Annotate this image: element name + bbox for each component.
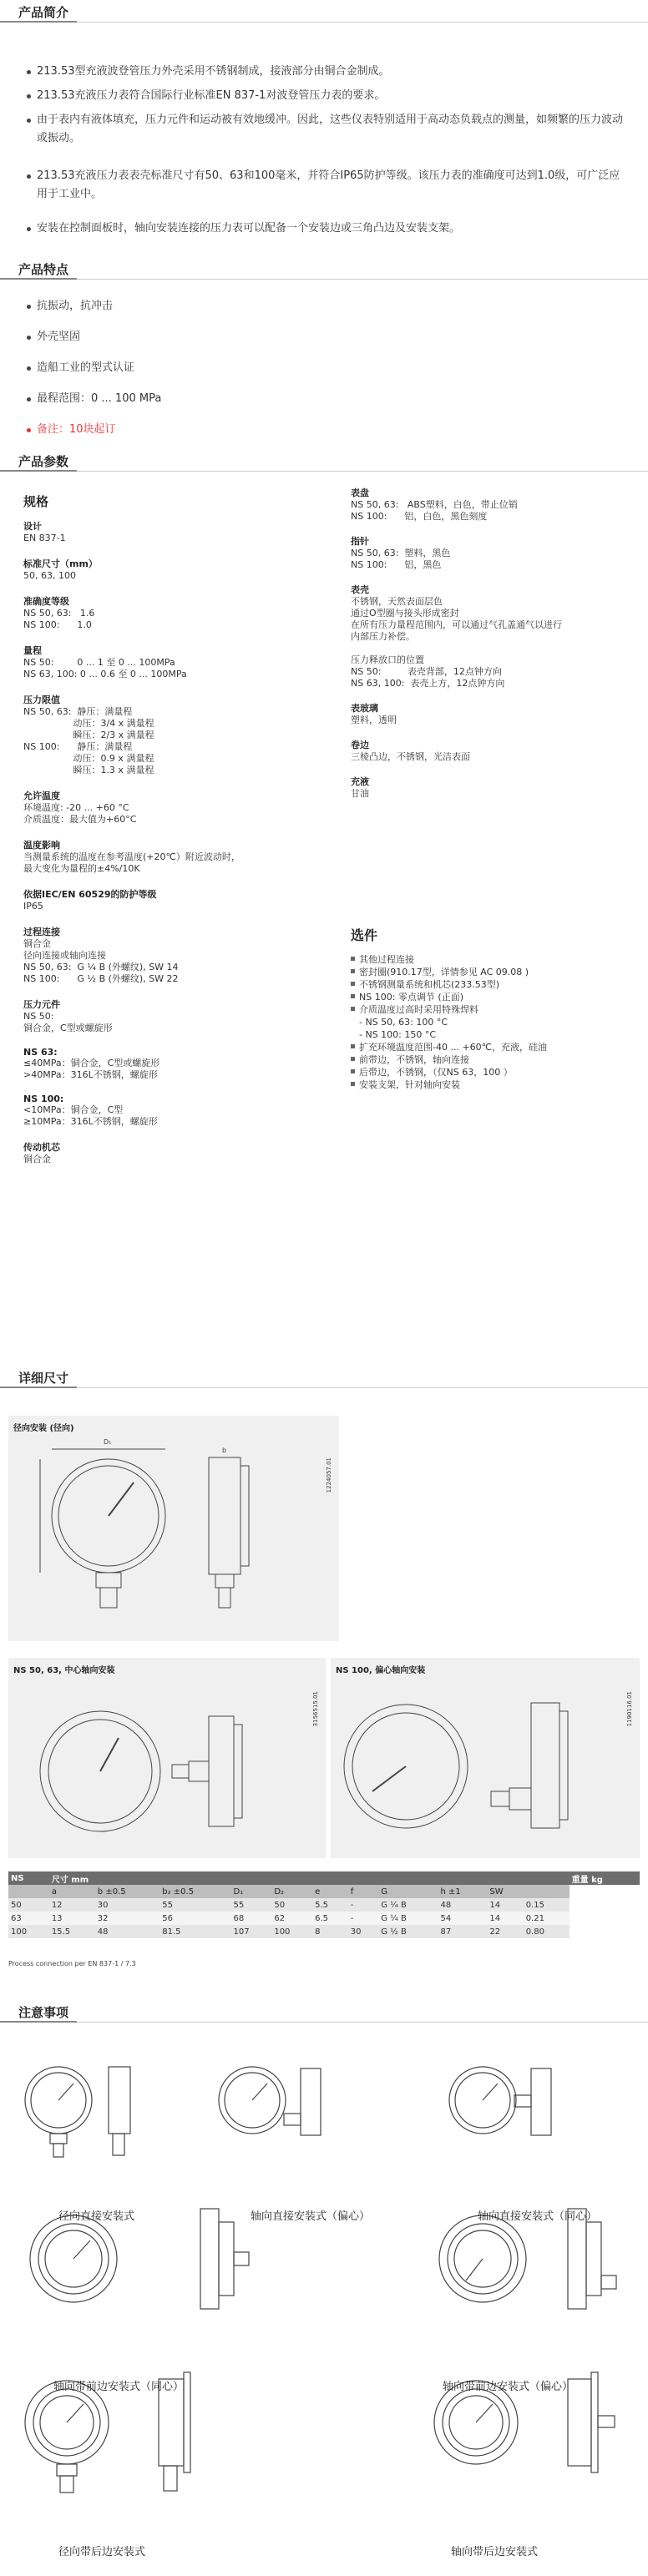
table-cell: - <box>350 1913 354 1923</box>
svg-text:D₁: D₁ <box>104 1438 112 1446</box>
table-footnote: Process connection per EN 837-1 / 7.3 <box>8 1960 136 1967</box>
spec-group <box>23 925 341 985</box>
notes-title: 注意事项 <box>18 2005 69 2020</box>
options-title: 选件 <box>351 927 378 943</box>
spec-group <box>23 887 341 912</box>
spec-value: 当测量系统的温度在参考温度(+20℃）附近波动时， <box>23 851 240 862</box>
spec-value: NS 100: 1.0 <box>23 619 92 630</box>
spec-value: NS 50: 0 ... 1 至 0 ... 100MPa <box>23 657 175 668</box>
option-item: 不锈钢测量系统和机芯(233.53型) <box>351 978 635 991</box>
center-axial-figure <box>8 1658 326 1858</box>
spec-group <box>23 1140 341 1165</box>
mounting-drawings <box>0 2033 648 2576</box>
mount-caption: 轴向带前边安装式（同心） <box>53 2381 185 2393</box>
spec-value: 50, 63, 100 <box>23 570 76 581</box>
spec-heading: 标准尺寸（mm） <box>23 558 98 569</box>
table-cell: 107 <box>233 1927 250 1937</box>
option-item: 扩充环境温度范围-40 ... +60℃，充液，硅油 <box>351 1041 635 1053</box>
table-subheader-cell: SW <box>489 1887 504 1897</box>
figure-label: 径向安装 (径向) <box>13 1424 74 1433</box>
svg-text:b: b <box>222 1447 227 1454</box>
spec-group <box>23 1047 341 1081</box>
feature-item: 抗振动，抗冲击 <box>27 297 628 316</box>
spec-value: 三棱凸边，不锈钢，光洁表面 <box>351 751 470 762</box>
spec-title: 规格 <box>23 494 49 509</box>
table-subheader-cell: h ±1 <box>440 1887 461 1897</box>
table-cell: 50 <box>11 1900 22 1910</box>
spec-heading: 压力元件 <box>23 999 60 1010</box>
table-cell: 14 <box>489 1900 501 1910</box>
notes-section <box>0 2000 648 2023</box>
spec-heading: 传动机芯 <box>23 1142 60 1153</box>
spec-value: 径向连接或轴向连接 <box>23 950 106 961</box>
spec-group <box>351 701 635 726</box>
spec-heading: 依据IEC/EN 60529的防护等级 <box>23 889 157 900</box>
table-cell: 0.80 <box>525 1927 544 1937</box>
spec-value <box>351 643 635 654</box>
table-cell: 30 <box>97 1900 109 1910</box>
spec-value: NS 100: G ½ B (外螺纹), SW 22 <box>23 973 179 984</box>
feature-item: 最程范围：0 ... 100 MPa <box>27 390 628 408</box>
radial-mount-figure <box>8 1416 339 1641</box>
table-cell: 12 <box>51 1900 63 1910</box>
spec-heading: 准确度等级 <box>23 596 69 607</box>
option-item: - NS 50, 63: 100 °C <box>359 1017 448 1028</box>
table-cell: 48 <box>97 1927 109 1937</box>
intro-bullet: 213.53充液压力表符合国际行业标准EN 837-1对波登管压力表的要求。 <box>27 87 628 105</box>
table-cell: 0.21 <box>525 1913 544 1923</box>
spec-value: NS 63, 100: 表壳上方，12点钟方向 <box>351 678 505 689</box>
spec-value: NS 63, 100: 0 ... 0.6 至 0 ... 100MPa <box>23 669 187 679</box>
spec-value: NS 100: 静压：满量程 <box>23 741 133 752</box>
dims-section <box>0 1366 648 1388</box>
spec-group <box>23 789 341 826</box>
spec-value: 不锈钢，天然表面层色 <box>351 596 443 607</box>
spec-heading: 指针 <box>351 536 369 547</box>
table-cell: 15.5 <box>51 1927 71 1937</box>
table-cell: G ¼ B <box>381 1913 407 1923</box>
table-cell: 62 <box>274 1913 286 1923</box>
mount-caption: 径向带后边安装式 <box>58 2546 146 2558</box>
spec-value: NS 100: 铝，白色，黑色刻度 <box>351 511 488 522</box>
option-item: 密封圈(910.17型，详情参见 AC 09.08 ) <box>351 966 635 978</box>
spec-heading: 卷边 <box>351 740 369 750</box>
spec-group <box>351 775 635 800</box>
spec-right-column <box>351 486 635 811</box>
table-cell: 54 <box>440 1913 452 1923</box>
option-item: 后带边，不锈钢，（仅NS 63，100 ） <box>351 1066 635 1078</box>
spec-value: >40MPa：316L不锈钢，螺旋形 <box>23 1069 158 1080</box>
spec-value: 环境温度: -20 ... +60 °C <box>23 802 129 813</box>
gauge-drawing-eccentric <box>331 1658 640 1858</box>
table-cell: 55 <box>233 1900 245 1910</box>
mount-caption: 轴向直接安装式（偏心） <box>251 2210 371 2223</box>
dims-title: 详细尺寸 <box>18 1371 69 1386</box>
spec-value: NS 50, 63: 塑料，黑色 <box>351 548 451 558</box>
spec-group <box>23 998 341 1034</box>
drawing-code: 1224057.01 <box>326 1457 332 1493</box>
drawing-code: 1190116.01 <box>626 1691 633 1727</box>
table-subheader-cell: f <box>350 1887 354 1897</box>
table-row <box>8 1912 640 1925</box>
spec-group <box>351 534 635 571</box>
table-cell: 81.5 <box>162 1927 181 1937</box>
spec-value: 铜合金，C型或螺旋形 <box>23 1023 113 1033</box>
option-item: 介质温度过高时采用特殊焊料 <box>351 1003 635 1016</box>
spec-value: IP65 <box>23 901 43 912</box>
spec-heading: 表玻璃 <box>351 703 378 714</box>
spec-value: 瞬压：2/3 x 满量程 <box>23 730 154 740</box>
dimension-table <box>8 1871 640 1938</box>
intro-header <box>0 0 648 23</box>
spec-value: 通过O型圈与接头形成密封 <box>351 608 459 619</box>
table-cell: 0.15 <box>525 1900 544 1910</box>
spec-group <box>351 486 635 523</box>
table-header: 尺寸 mm <box>51 1875 89 1885</box>
table-cell: 6.5 <box>315 1913 329 1923</box>
options-list <box>351 953 635 1091</box>
table-subheader-cell: b ±0.5 <box>97 1887 126 1897</box>
spec-value: ≥10MPa：316L不锈钢，螺旋形 <box>23 1116 158 1127</box>
feature-item: 外壳坚固 <box>27 328 628 346</box>
spec-value: 介质温度：最大值为+60°C <box>23 814 137 825</box>
table-subheader-cell: e <box>315 1887 321 1897</box>
mount-caption: 轴向带前边安装式（偏心） <box>443 2381 574 2393</box>
table-cell: 14 <box>489 1913 501 1923</box>
spec-value: NS 50, 63: 静压：满量程 <box>23 706 133 717</box>
mount-caption: 轴向直接安装式（同心） <box>478 2210 598 2223</box>
table-row <box>8 1898 640 1912</box>
table-subheader <box>8 1885 640 1898</box>
spec-value: NS 50: 表壳背部，12点钟方向 <box>351 666 502 677</box>
spec-value: NS 50: <box>23 1011 54 1022</box>
table-cell: 22 <box>489 1927 501 1937</box>
spec-value: <10MPa：铜合金，C型 <box>23 1104 124 1115</box>
spec-value: 甘油 <box>351 788 369 799</box>
spec-heading: 允许温度 <box>23 790 60 801</box>
drawing-code: 3156515.01 <box>312 1691 319 1727</box>
table-row <box>8 1925 640 1938</box>
spec-value: NS 50, 63: G ¼ B (外螺纹), SW 14 <box>23 962 179 972</box>
spec-group <box>23 557 341 582</box>
spec-value: 瞬压：1.3 x 满量程 <box>23 765 154 775</box>
intro-section <box>0 0 648 23</box>
table-subheader-cell: a <box>51 1887 57 1897</box>
feature-note: 备注：10块起订 <box>27 421 628 439</box>
feature-item: 造船工业的型式认证 <box>27 359 628 377</box>
spec-value: 在所有压力量程范围内，可以通过气孔盖通气以进行 <box>351 619 562 630</box>
spec-value: 最大变化为量程的±4%/10K <box>23 863 140 874</box>
spec-value: 压力释放口的位置 <box>351 654 424 665</box>
option-item: 安装支架，针对轴向安装 <box>351 1078 635 1091</box>
eccentric-axial-figure <box>331 1658 640 1858</box>
table-header: NS <box>11 1873 24 1883</box>
spec-heading: 温度影响 <box>23 840 60 851</box>
spec-value: EN 837-1 <box>23 533 66 543</box>
spec-value: NS 100: 铝，黑色 <box>351 559 442 570</box>
spec-heading: 表盘 <box>351 487 369 498</box>
option-item: 前带边，不锈钢，轴向连接 <box>351 1053 635 1066</box>
table-cell: 5.5 <box>315 1900 329 1910</box>
option-item: 其他过程连接 <box>351 953 635 966</box>
gauge-drawing-center <box>8 1658 326 1858</box>
spec-group <box>23 519 341 544</box>
table-cell: 63 <box>11 1913 22 1923</box>
table-subheader-cell: G <box>381 1887 387 1897</box>
spec-heading: 表壳 <box>351 584 369 595</box>
option-item: NS 100: 零点调节 (正面) <box>351 991 635 1003</box>
figure-label: NS 100, 偏心轴向安装 <box>336 1666 426 1675</box>
features-title: 产品特点 <box>18 262 69 277</box>
spec-heading: 压力限值 <box>23 695 60 705</box>
spec-value: NS 50, 63: ABS塑料，白色，带止位销 <box>351 499 518 510</box>
spec-group <box>351 583 635 689</box>
table-cell: 8 <box>315 1927 321 1937</box>
intro-title: 产品简介 <box>18 5 69 20</box>
spec-group <box>23 594 341 631</box>
table-cell: G ½ B <box>381 1927 407 1937</box>
table-cell: 32 <box>97 1913 109 1923</box>
spec-group <box>351 738 635 763</box>
features-section <box>0 257 648 280</box>
spec-group <box>23 693 341 776</box>
spec-heading: 量程 <box>23 645 42 656</box>
spec-value: NS 50, 63: 1.6 <box>23 608 95 619</box>
table-cell: 48 <box>440 1900 452 1910</box>
table-cell: 100 <box>274 1927 291 1937</box>
table-cell: 87 <box>440 1927 452 1937</box>
intro-bullet: 213.53型充液波登管压力外壳采用不锈钢制成，接液部分由铜合金制成。 <box>27 63 628 81</box>
spec-heading: NS 63: <box>23 1047 58 1058</box>
table-cell: 50 <box>274 1900 286 1910</box>
spec-heading: 设计 <box>23 521 42 532</box>
spec-value: 内部压力补偿。 <box>351 631 415 642</box>
intro-bullet: 安装在控制面板时，轴向安装连接的压力表可以配备一个安装边或三角凸边及安装支架。 <box>27 220 628 238</box>
params-section <box>0 449 648 472</box>
table-header: 重量 kg <box>571 1875 603 1885</box>
spec-group <box>23 644 341 680</box>
mount-caption: 轴向带后边安装式 <box>451 2546 539 2558</box>
spec-value: 塑料，透明 <box>351 715 397 725</box>
table-cell: 30 <box>350 1927 362 1937</box>
table-cell: 56 <box>162 1913 173 1923</box>
figure-label: NS 50, 63, 中心轴向安装 <box>13 1666 115 1675</box>
spec-heading: 过程连接 <box>23 927 60 937</box>
spec-heading: NS 100: <box>23 1094 64 1104</box>
table-cell: G ¼ B <box>381 1900 407 1910</box>
spec-value: 铜合金 <box>23 938 51 949</box>
spec-heading: 充液 <box>351 776 369 787</box>
table-cell: 13 <box>51 1913 63 1923</box>
mount-caption: 径向直接安装式 <box>58 2210 135 2223</box>
table-cell: 55 <box>162 1900 173 1910</box>
intro-bullet: 由于表内有液体填充，压力元件和运动被有效地缓冲。因此，这些仪表特别适用于高动态负载点的测量，如频繁的压力波动或振动。 <box>27 111 628 148</box>
option-item: - NS 100: 150 °C <box>359 1029 437 1040</box>
table-cell: 68 <box>233 1913 245 1923</box>
table-subheader-cell: D₂ <box>274 1887 285 1897</box>
spec-value: ≤40MPa：铜合金，C型或螺旋形 <box>23 1058 160 1068</box>
params-title: 产品参数 <box>18 454 69 469</box>
spec-group <box>23 838 341 875</box>
gauge-drawing-radial <box>8 1416 339 1641</box>
table-subheader-cell: D₁ <box>233 1887 244 1897</box>
table-cell: 100 <box>11 1927 28 1937</box>
table-cell: - <box>350 1900 354 1910</box>
intro-bullet: 213.53充液压力表表壳标准尺寸有50、63和100毫米，并符合IP65防护等级。该压力表的准确度可达到1.0级，可广泛应用于工业中。 <box>27 167 628 204</box>
table-subheader-cell: b₂ ±0.5 <box>162 1887 195 1897</box>
spec-value: 动压：3/4 x 满量程 <box>23 718 154 729</box>
spec-value: 动压：0.9 x 满量程 <box>23 753 154 764</box>
spec-group <box>23 1094 341 1128</box>
spec-left-column <box>23 519 341 1178</box>
spec-value: 铜合金 <box>23 1154 51 1164</box>
